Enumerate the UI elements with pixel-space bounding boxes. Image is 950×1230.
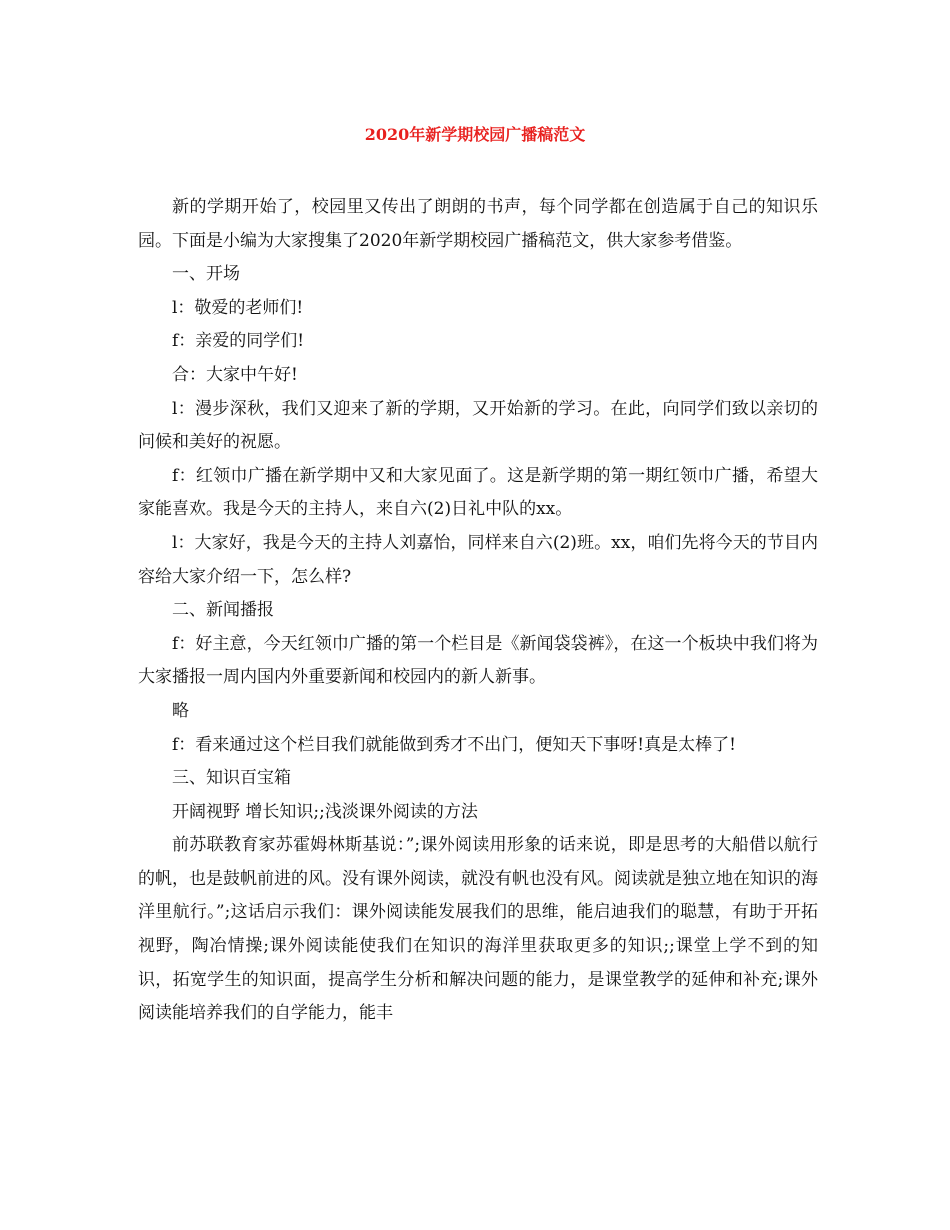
paragraph-omitted: 略	[172, 700, 189, 721]
document-body	[138, 191, 818, 1031]
dialogue-line: f：红领巾广播在新学期中又和大家见面了。这是新学期的第一期红领巾广播，希望大家能喜欢。我是今天的主持人，来自六(2)日礼中队的xx。	[138, 465, 818, 520]
dialogue-line: f：亲爱的同学们!	[172, 331, 305, 352]
dialogue-line: l：漫步深秋，我们又迎来了新的学期，又开始新的学习。在此，向同学们致以亲切的问候和美好的祝愿。	[138, 398, 818, 453]
section-heading-opening: 一、开场	[172, 264, 240, 285]
section-heading-knowledge: 三、知识百宝箱	[172, 768, 291, 789]
paragraph-intro: 新的学期开始了，校园里又传出了朗朗的书声，每个同学都在创造属于自己的知识乐园。下面是小编为大家搜集了2020年新学期校园广播稿范文，供大家参考借鉴。	[138, 197, 818, 251]
paragraph-reading: 前苏联教育家苏霍姆林斯基说：”;课外阅读用形象的话来说，即是思考的大船借以航行的帆，也是鼓帆前进的风。没有课外阅读，就没有帆也没有风。阅读就是独立地在知识的海洋里航行。”;这话启示我们：课外阅读能发展我们的思维，能启迪我们的聪慧，有助于开拓视野，陶冶情操;课外阅读能使我们在知识的海洋里获取更多的知识;;课堂上学不到的知识，拓宽学生的知识面，提高学生分析和解决问题的能力，是课堂教学的延伸和补充;课外阅读能培养我们的自学能力，能丰	[138, 835, 818, 1024]
dialogue-line: l：大家好，我是今天的主持人刘嘉怡，同样来自六(2)班。xx，咱们先将今天的节目内容给大家介绍一下，怎么样?	[138, 532, 818, 587]
subheading-reading: 开阔视野 增长知识;;浅淡课外阅读的方法	[172, 801, 478, 822]
dialogue-line: l：敬爱的老师们!	[172, 297, 304, 318]
document-title: 2020年新学期校园广播稿范文	[364, 125, 586, 144]
dialogue-line: 合：大家中午好!	[172, 364, 298, 385]
dialogue-line: f：看来通过这个栏目我们就能做到秀才不出门，便知天下事呀!真是太棒了!	[172, 734, 736, 755]
section-heading-news: 二、新闻播报	[172, 600, 274, 621]
dialogue-line: f：好主意，今天红领巾广播的第一个栏目是《新闻袋袋裤》，在这一个板块中我们将为大家播报一周内国内外重要新闻和校园内的新人新事。	[138, 633, 818, 688]
